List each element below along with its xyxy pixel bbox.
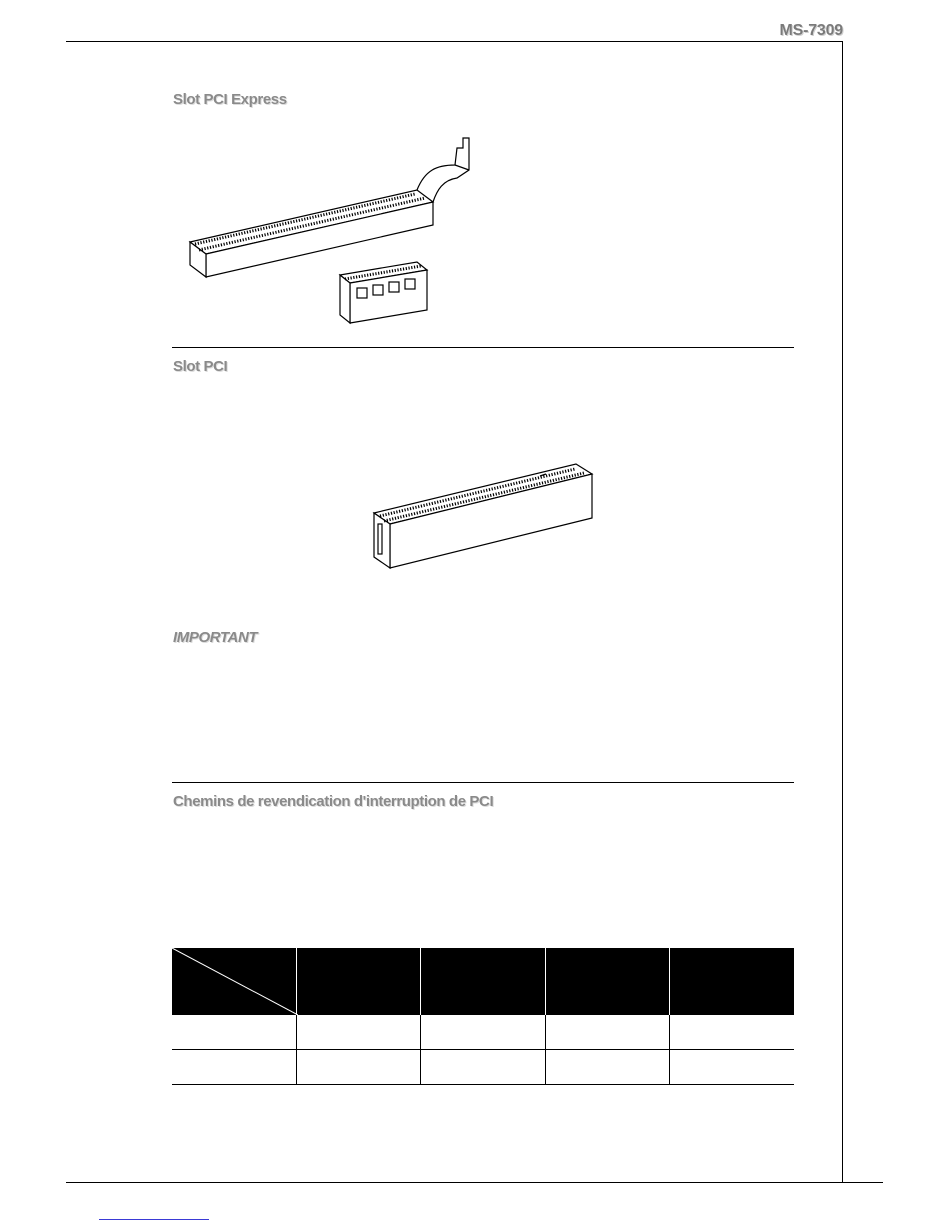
table-cell bbox=[421, 1015, 545, 1050]
important-title: IMPORTANT bbox=[173, 629, 258, 646]
header-rule bbox=[66, 41, 842, 42]
model-number: MS-7309 bbox=[779, 22, 843, 39]
irq-section-title: Chemins de revendication d'interruption de PCI bbox=[173, 793, 494, 810]
table-header-row bbox=[172, 948, 794, 1015]
table-header-cell bbox=[545, 948, 669, 1015]
pcie-section-title: Slot PCI Express bbox=[173, 91, 287, 108]
section-divider bbox=[172, 782, 794, 783]
diagonal-divider bbox=[172, 948, 298, 1015]
table-cell bbox=[296, 1050, 420, 1085]
table-corner-cell bbox=[172, 948, 296, 1015]
footer-link-underline[interactable] bbox=[99, 1219, 209, 1220]
table-cell bbox=[545, 1050, 669, 1085]
table-cell bbox=[296, 1015, 420, 1050]
table-cell bbox=[172, 1015, 296, 1050]
table-cell bbox=[545, 1015, 669, 1050]
table-row bbox=[172, 1015, 794, 1050]
table-cell bbox=[670, 1015, 794, 1050]
table-cell bbox=[421, 1050, 545, 1085]
table-header-cell bbox=[670, 948, 794, 1015]
footer-rule bbox=[66, 1182, 883, 1183]
table-cell bbox=[670, 1050, 794, 1085]
pci-slot-illustration bbox=[370, 458, 600, 573]
table-header-cell bbox=[421, 948, 545, 1015]
table-row bbox=[172, 1050, 794, 1085]
table-header-cell bbox=[296, 948, 420, 1015]
section-divider bbox=[172, 347, 794, 348]
pcie-slot-illustration bbox=[185, 130, 485, 325]
irq-routing-table bbox=[172, 948, 794, 1085]
table-cell bbox=[172, 1050, 296, 1085]
pci-section-title: Slot PCI bbox=[173, 358, 228, 375]
page-edge-rule bbox=[842, 41, 843, 1182]
